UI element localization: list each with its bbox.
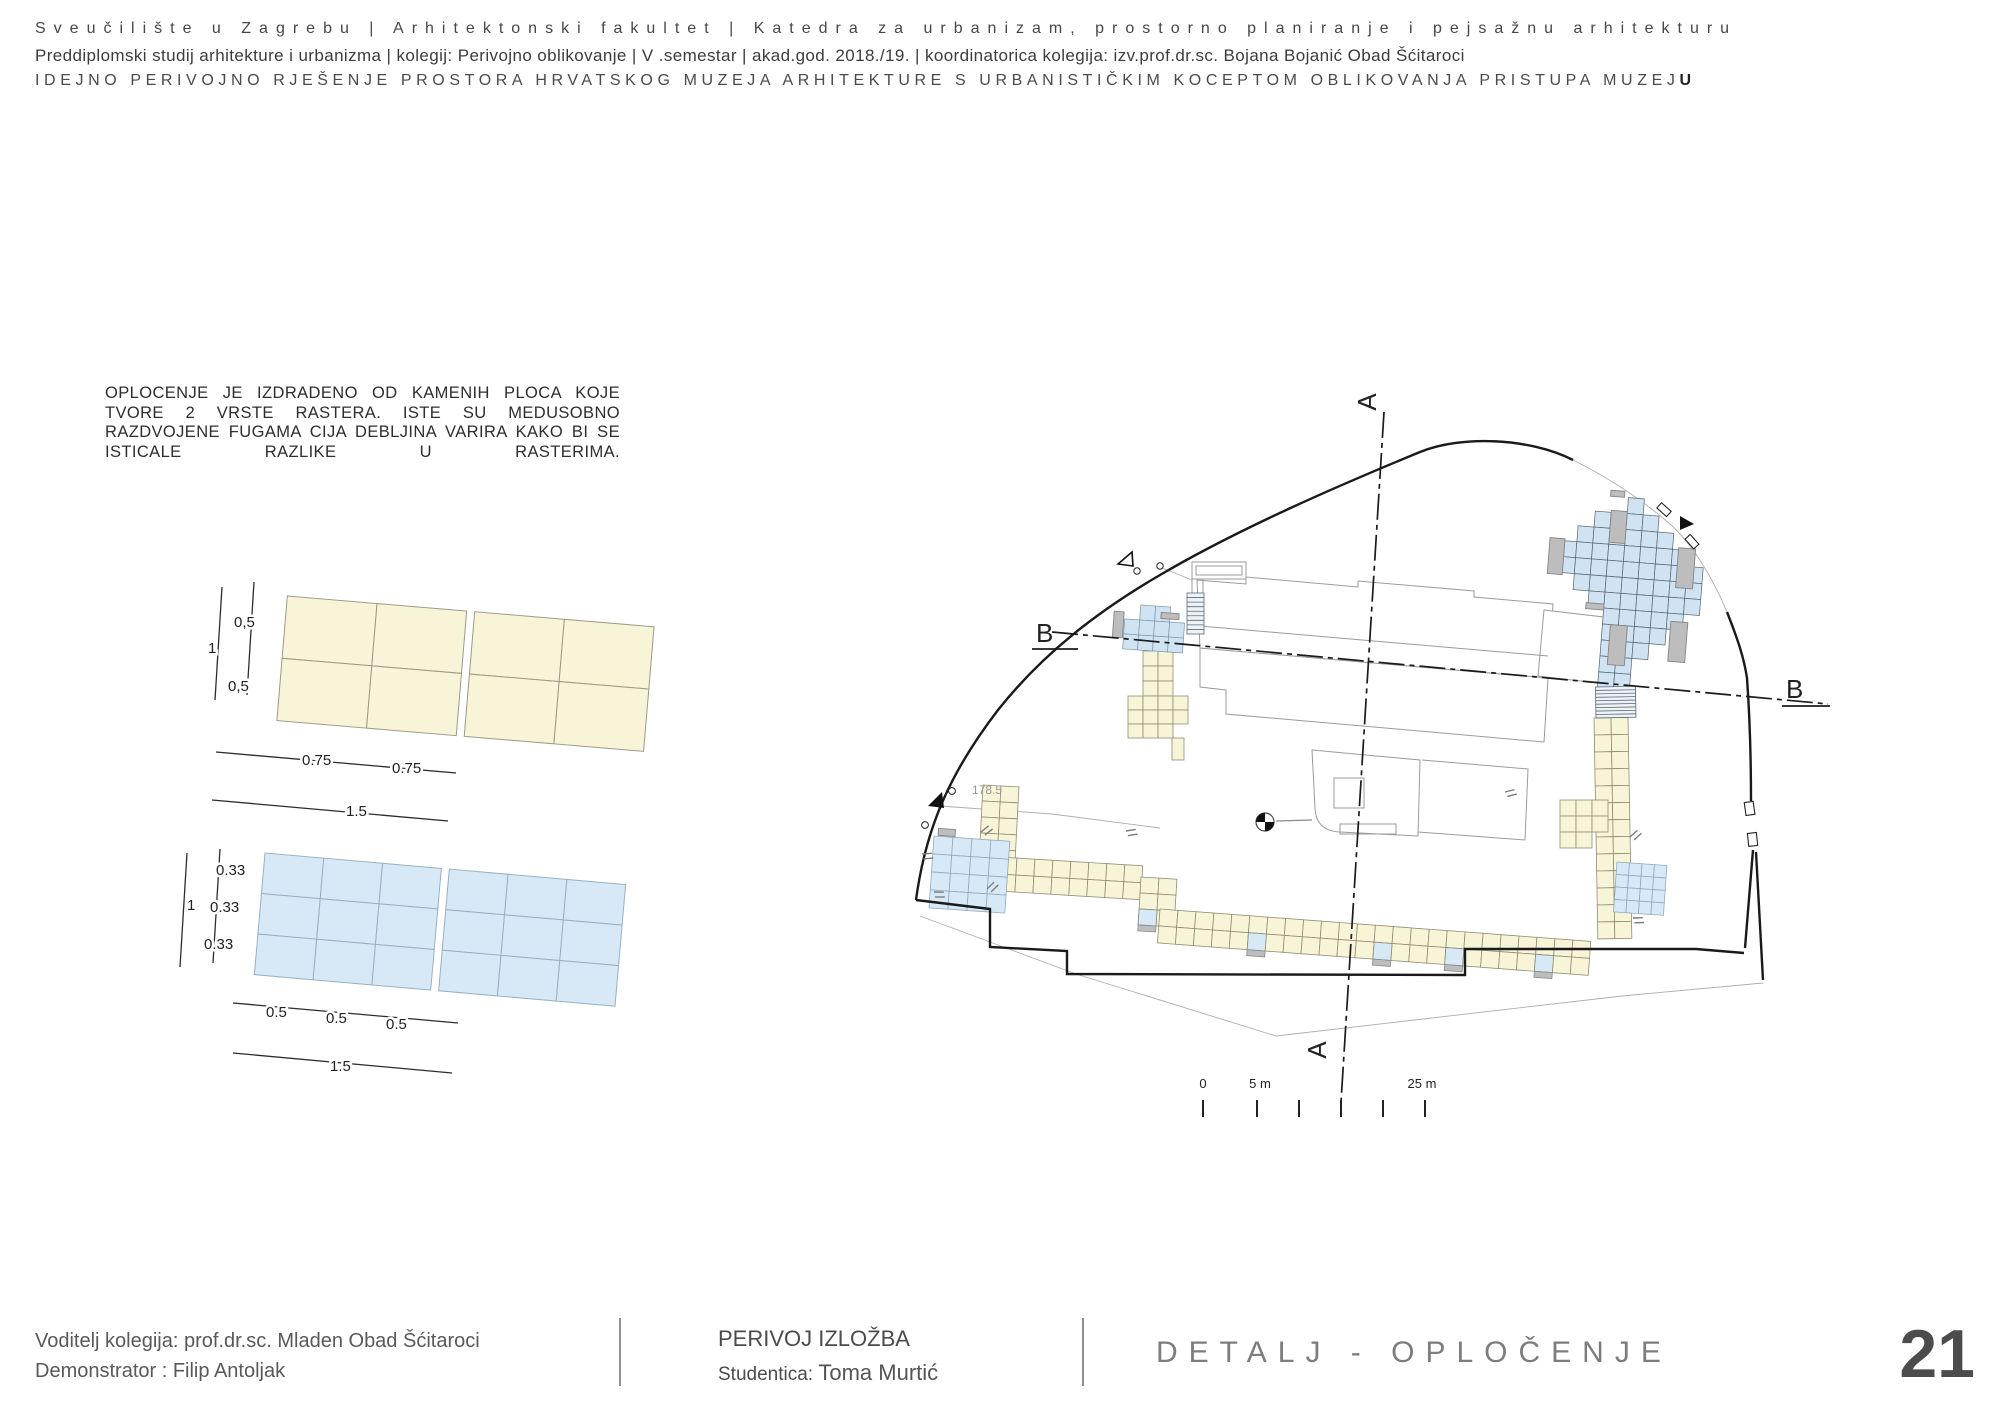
section-line-a [1341,412,1384,1102]
header-university-line: Sveučilište u Zagrebu | Arhitektonski fakultet | Katedra za urbanizam, prostorno planiranje i pejsažnu arhitekturu [35,20,1738,37]
dim-075-1: 0.75 [302,752,332,769]
section-label-b-left: B [1036,618,1054,648]
dim-033-1: 0.33 [216,862,246,879]
scale-25m: 25 m [1407,1076,1437,1091]
raster-1-panels [277,596,654,751]
entrance-arrow-sw [928,792,944,808]
footer-project-title: PERIVOJ IZLOŽBA [718,1326,910,1351]
paving-description: OPLOCENJE JE IZDRADENO OD KAMENIH PLOCA KOJE TVORE 2 VRSTE RASTERA. ISTE SU MEDUSOBNO RAZDVOJENE FUGAMA CIJA DEBLJINA VARIRA KAKO BI SE ISTICALE RAZLIKE U RASTERIMA. [105,384,620,461]
entrance-arrow-nw [1118,552,1133,566]
paving-grids [929,486,1709,979]
page-number: 21 [1899,1316,1975,1392]
header-project-title [35,72,1980,90]
section-lines [1052,412,1828,1102]
footer-student [718,1360,938,1386]
grass-tufts [921,788,1646,926]
dim-05-top: 0,5 [234,614,255,631]
dim-15: 1.5 [330,1058,351,1075]
section-label-a-top: A [1352,393,1382,411]
header-course-line: Preddiplomski studij arhitekture i urbanizma | kolegij: Perivojno oblikovanje | V .semestar | akad.god. 2018./19. | koordinatorica kolegija: izv.prof.dr.sc. Bojana Bojanić Obad Šćitaroci [35,46,1465,65]
site-plan [600,280,2000,1130]
footer-demonstrator: Demonstrator : Filip Antoljak [35,1360,286,1382]
footer-student-name: Toma Murtić [818,1360,939,1385]
footer-sheet-title: DETALJ - OPLOČENJE [1156,1336,1672,1369]
footer-student-label: Studentica: [718,1364,814,1385]
dim-05-3: 0.5 [386,1016,407,1033]
footer-course-leader: Voditelj kolegija: prof.dr.sc. Mladen Obad Šćitaroci [35,1330,480,1352]
scale-5m: 5 m [1249,1076,1271,1091]
dim-033-2: 0.33 [210,899,240,916]
dim-075-2: 0.75 [392,760,422,777]
dim-15: 1.5 [346,803,367,820]
section-label-a-bottom: A [1302,1041,1332,1059]
spot-elevation-label: 178.5 [972,783,1003,797]
footer-divider-2 [1082,1318,1084,1386]
raster-2-panels [254,853,625,1006]
scale-0: 0 [1199,1076,1207,1091]
dim-05-2: 0.5 [326,1010,347,1027]
raster-1-diagram [150,565,670,855]
dim-1: 1 [187,897,196,914]
dim-05-bottom: 0,5 [228,678,249,695]
north-compass-icon [1256,813,1312,831]
museum-building [1192,562,1612,840]
header-project-title-text: IDEJNO PERIVOJNO RJEŠENJE PROSTORA HRVATSKOG MUZEJA ARHITEKTURE S URBANISTIČKIM KOCEPTOM OBLIKOVANJA PRISTUPA MUZEJ [35,72,1680,89]
scale-bar [1199,1076,1436,1117]
header-project-title-bold: U [1679,72,1696,89]
dim-033-3: 0.33 [204,936,234,953]
entrance-arrow-ne [1680,516,1694,530]
section-label-b-right: B [1786,674,1804,704]
dim-1: 1 [208,640,217,657]
footer-divider-1 [619,1318,621,1386]
dim-05-1: 0.5 [266,1004,287,1021]
